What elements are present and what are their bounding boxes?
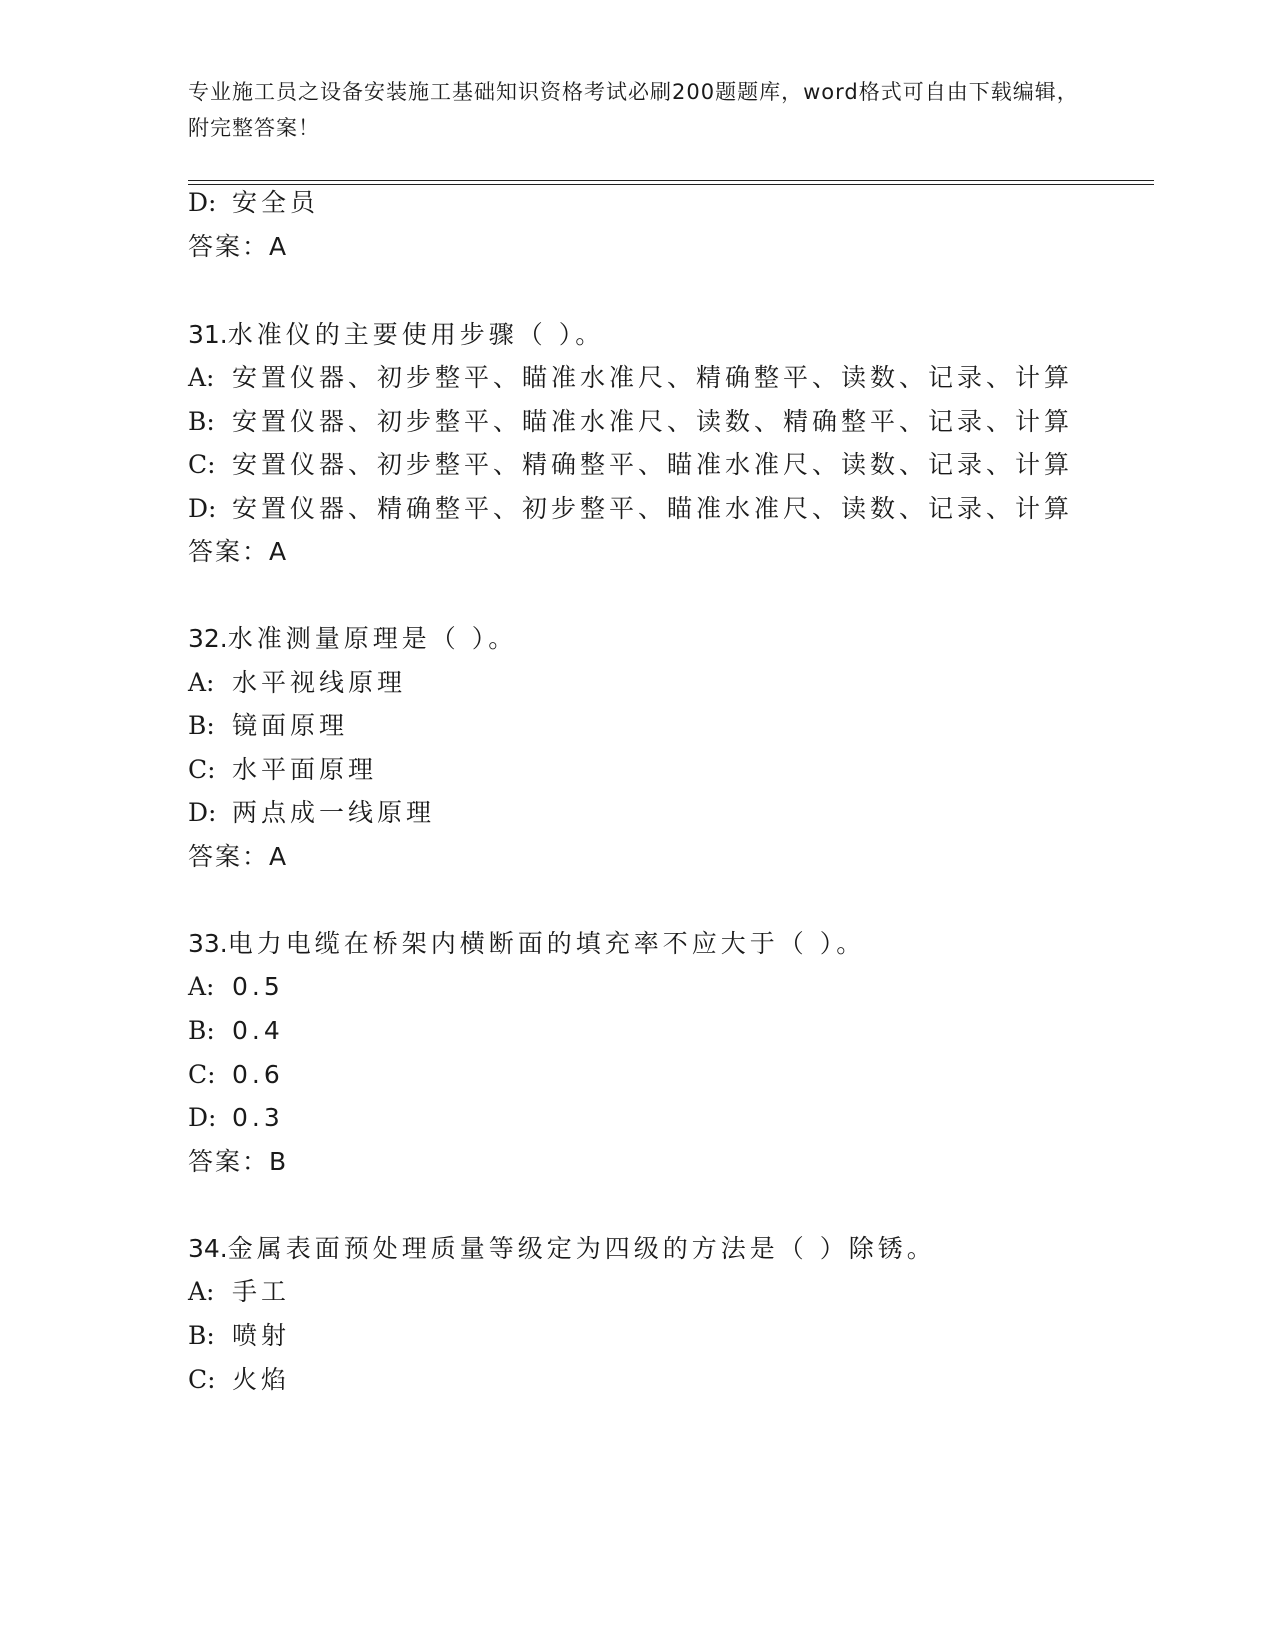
question-text: 水准仪的主要使用步骤（ ）。 [227, 320, 605, 349]
header-rule-top [188, 180, 1154, 181]
option-line [188, 711, 348, 741]
option-text: 0.3 [232, 1103, 284, 1132]
question-text: 水准测量原理是（ ）。 [227, 624, 518, 653]
option-text: 安置仪器、初步整平、精确整平、瞄准水准尺、读数、记录、计算 [232, 450, 1074, 479]
option-text: 水平视线原理 [232, 668, 407, 697]
question-line [188, 624, 517, 654]
question-number: 33. [188, 929, 228, 958]
option-text: 安置仪器、初步整平、瞄准水准尺、精确整平、读数、记录、计算 [232, 363, 1074, 392]
option-letter: A: [188, 363, 215, 392]
question-number: 31. [188, 320, 228, 349]
question-text: 金属表面预处理质量等级定为四级的方法是（ ）除锈。 [227, 1234, 936, 1263]
option-text: 0.5 [232, 972, 284, 1001]
option-text: 水平面原理 [232, 755, 378, 784]
question-line [188, 929, 865, 959]
option-letter: D: [188, 494, 217, 523]
option-line [188, 363, 1073, 393]
option-text: 安全员 [232, 188, 320, 217]
option-text: 两点成一线原理 [232, 798, 436, 827]
option-text: 安置仪器、精确整平、初步整平、瞄准水准尺、读数、记录、计算 [232, 494, 1074, 523]
option-letter: A: [188, 1277, 215, 1306]
document-header [188, 74, 1088, 146]
option-letter: B: [188, 711, 215, 740]
option-letter: C: [188, 1365, 216, 1394]
option-line [188, 755, 377, 785]
option-letter: A: [188, 668, 215, 697]
answer-line: 答案：A [188, 537, 289, 566]
option-text: 喷射 [232, 1321, 291, 1350]
option-letter: D: [188, 1103, 217, 1132]
option-letter: B: [188, 1321, 215, 1350]
option-text: 0.6 [232, 1060, 284, 1089]
question-text: 电力电缆在桥架内横断面的填充率不应大于（ ）。 [227, 929, 866, 958]
option-line [188, 1103, 284, 1133]
answer-line: 答案：A [188, 232, 289, 261]
answer-line: 答案：B [188, 1147, 289, 1176]
option-line [188, 668, 406, 698]
option-letter: A: [188, 972, 215, 1001]
option-letter: C: [188, 450, 216, 479]
option-text: 0.4 [232, 1016, 284, 1045]
option-line [188, 407, 1073, 437]
option-letter: B: [188, 407, 215, 436]
option-line [188, 450, 1073, 480]
option-line [188, 972, 284, 1002]
option-letter: B: [188, 1016, 215, 1045]
option-line [188, 1277, 290, 1307]
option-text: 手工 [232, 1277, 291, 1306]
option-letter: D: [188, 188, 217, 217]
option-line [188, 1321, 290, 1351]
question-line [188, 320, 604, 350]
option-line [188, 1016, 284, 1046]
option-line [188, 494, 1073, 524]
option-line [188, 1365, 290, 1395]
option-text: 镜面原理 [232, 711, 349, 740]
header-rule-bottom [188, 184, 1154, 185]
option-line [188, 1060, 284, 1090]
document-title: 专业施工员之设备安装施工基础知识资格考试必刷200题题库，word格式可自由下载编辑，附完整答案！ [188, 80, 1079, 140]
answer-line: 答案：A [188, 842, 289, 871]
option-letter: D: [188, 798, 217, 827]
option-letter: C: [188, 1060, 216, 1089]
option-letter: C: [188, 755, 216, 784]
question-number: 32. [188, 624, 228, 653]
option-text: 火焰 [232, 1365, 291, 1394]
question-line [188, 1234, 936, 1264]
option-line [188, 188, 319, 218]
question-number: 34. [188, 1234, 228, 1263]
option-line [188, 798, 435, 828]
option-text: 安置仪器、初步整平、瞄准水准尺、读数、精确整平、记录、计算 [232, 407, 1074, 436]
